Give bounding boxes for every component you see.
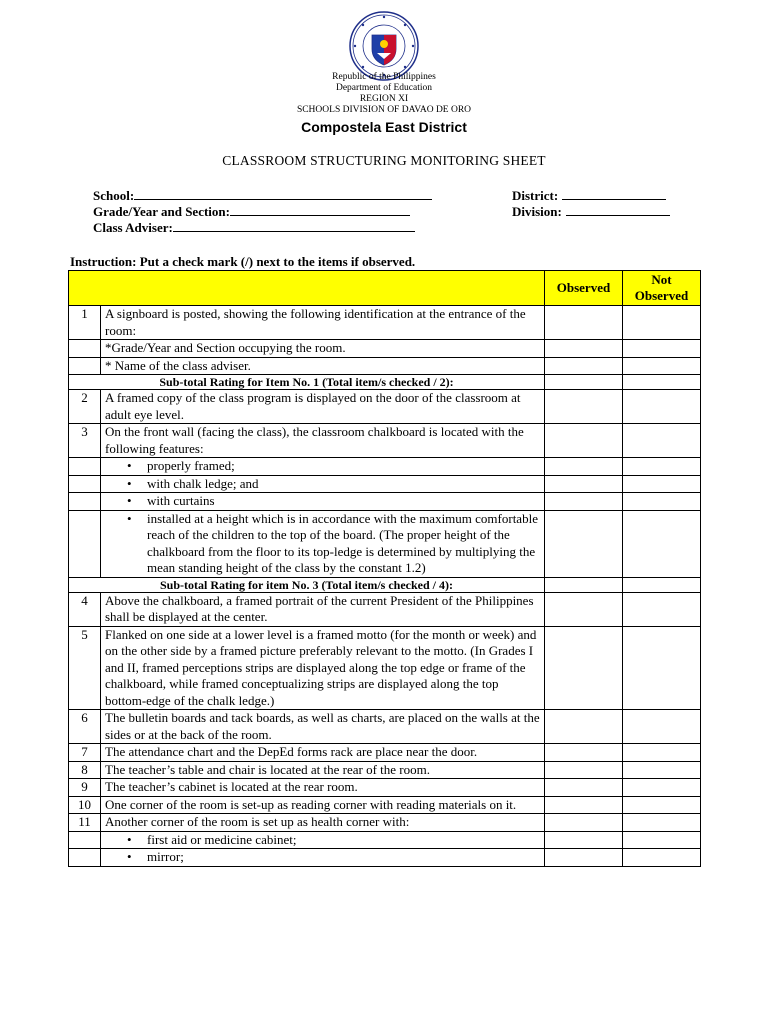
subtotal-label: Sub-total Rating for Item No. 1 (Total item/s checked / 2): [69, 375, 545, 390]
subtotal-row [69, 577, 701, 592]
header-region: REGION XI [359, 94, 409, 104]
table-row [69, 626, 701, 710]
division-label: Division: [512, 204, 562, 219]
item-number [69, 849, 101, 867]
item-number: 5 [69, 626, 101, 710]
observed-check-cell[interactable] [545, 849, 623, 867]
observed-check-cell[interactable] [545, 390, 623, 424]
not-observed-check-cell[interactable] [623, 493, 701, 511]
item-text: The teacher’s cabinet is located at the rear room. [101, 779, 545, 797]
table-row [69, 493, 701, 511]
item-number: 4 [69, 592, 101, 626]
table-row [69, 849, 701, 867]
not-observed-check-cell[interactable] [623, 577, 701, 592]
item-text: Flanked on one side at a lower level is a framed motto (for the month or week) and on the other side by a framed picture preferably relevant to the motto. (In Grades I and II, framed perceptions strips are displayed along the top edge or frame of the chalkboard, while framed conceptualizing strips are displayed along the top bottom-edge of the chalk ledge.) [101, 626, 545, 710]
table-row [69, 510, 701, 577]
item-text: One corner of the room is set-up as reading corner with reading materials on it. [101, 796, 545, 814]
observed-check-cell[interactable] [545, 626, 623, 710]
observed-check-cell[interactable] [545, 710, 623, 744]
not-observed-check-cell[interactable] [623, 306, 701, 340]
observed-check-cell[interactable] [545, 796, 623, 814]
bullet-item [101, 831, 545, 849]
observed-check-cell[interactable] [545, 831, 623, 849]
subtotal-row [69, 375, 701, 390]
observed-check-cell[interactable] [545, 375, 623, 390]
division-blank[interactable] [566, 204, 670, 216]
item-text: The teacher’s table and chair is located at the rear of the room. [101, 761, 545, 779]
bullet-item [101, 849, 545, 867]
not-observed-check-cell[interactable] [623, 744, 701, 762]
division-field [512, 204, 670, 220]
item-text: Above the chalkboard, a framed portrait of the current President of the Philippines shall be displayed at the center. [101, 592, 545, 626]
item-text: The attendance chart and the DepEd forms rack are place near the door. [101, 744, 545, 762]
bullet-text: properly framed; [147, 458, 235, 473]
item-number: 8 [69, 761, 101, 779]
header-department: Department of Education [335, 83, 433, 93]
observed-check-cell[interactable] [545, 475, 623, 493]
column-not-observed: Not Observed [623, 271, 701, 306]
school-field [93, 188, 432, 204]
header-district: Compostela East District [301, 119, 467, 135]
sub-item-text: *Grade/Year and Section occupying the room. [101, 340, 545, 358]
observed-check-cell[interactable] [545, 493, 623, 511]
grade-label: Grade/Year and Section: [93, 204, 230, 219]
item-number: 11 [69, 814, 101, 832]
adviser-field [93, 220, 415, 236]
item-text: Another corner of the room is set up as health corner with: [101, 814, 545, 832]
table-row [69, 710, 701, 744]
not-observed-check-cell[interactable] [623, 458, 701, 476]
item-text: The bulletin boards and tack boards, as well as charts, are placed on the walls at the sides or at the back of the room. [101, 710, 545, 744]
not-observed-check-cell[interactable] [623, 592, 701, 626]
item-number: 9 [69, 779, 101, 797]
item-number [69, 458, 101, 476]
item-text: On the front wall (facing the class), the classroom chalkboard is located with the following features: [101, 424, 545, 458]
observed-check-cell[interactable] [545, 779, 623, 797]
bullet-icon: • [127, 831, 132, 847]
bullet-text: first aid or medicine cabinet; [147, 831, 297, 847]
school-blank[interactable] [134, 188, 432, 200]
not-observed-check-cell[interactable] [623, 761, 701, 779]
bullet-item [101, 510, 545, 577]
item-number [69, 831, 101, 849]
bullet-icon: • [127, 458, 132, 473]
table-row [69, 779, 701, 797]
item-number [69, 475, 101, 493]
not-observed-check-cell[interactable] [623, 849, 701, 867]
table-row [69, 761, 701, 779]
not-observed-check-cell[interactable] [623, 390, 701, 424]
table-row [69, 306, 701, 340]
not-observed-check-cell[interactable] [623, 831, 701, 849]
item-number [69, 340, 101, 358]
observed-check-cell[interactable] [545, 458, 623, 476]
observed-check-cell[interactable] [545, 761, 623, 779]
bullet-text: installed at a height which is in accordance with the maximum comfortable reach of the children to the top of the board. (The proper height of the chalkboard from the floor to its top-ledge is determined by multiplying the mean standing height of the class by the constant 1.2) [147, 510, 538, 575]
observed-check-cell[interactable] [545, 577, 623, 592]
bullet-item [101, 475, 545, 493]
table-row [69, 475, 701, 493]
district-label: District: [512, 188, 559, 203]
bullet-icon: • [127, 475, 132, 491]
table-row [69, 340, 701, 358]
item-number [69, 493, 101, 511]
not-observed-check-cell[interactable] [623, 779, 701, 797]
observed-check-cell[interactable] [545, 744, 623, 762]
table-header-row [69, 271, 701, 306]
table-row [69, 831, 701, 849]
table-row [69, 744, 701, 762]
header-blank-cell [69, 271, 545, 306]
monitoring-table [68, 270, 701, 867]
school-label: School: [93, 188, 135, 203]
observed-check-cell[interactable] [545, 340, 623, 358]
sub-item-text: * Name of the class adviser. [101, 357, 545, 375]
column-observed: Observed [545, 271, 623, 306]
not-observed-check-cell[interactable] [623, 510, 701, 577]
item-text: A signboard is posted, showing the following identification at the entrance of the room: [101, 306, 545, 340]
observed-check-cell[interactable] [545, 357, 623, 375]
table-row [69, 424, 701, 458]
observed-check-cell[interactable] [545, 510, 623, 577]
table-row [69, 814, 701, 832]
table-row [69, 796, 701, 814]
not-observed-check-cell[interactable] [623, 814, 701, 832]
item-number: 7 [69, 744, 101, 762]
adviser-blank[interactable] [173, 220, 415, 232]
observed-check-cell[interactable] [545, 306, 623, 340]
not-observed-check-cell[interactable] [623, 424, 701, 458]
bullet-icon: • [127, 849, 132, 864]
not-observed-check-cell[interactable] [623, 710, 701, 744]
header-division: SCHOOLS DIVISION OF DAVAO DE ORO [296, 105, 472, 115]
grade-blank[interactable] [230, 204, 410, 216]
bullet-item [101, 458, 545, 476]
instruction-text: Instruction: Put a check mark (/) next to the items if observed. [70, 254, 416, 269]
item-number [69, 510, 101, 577]
item-text: A framed copy of the class program is displayed on the door of the classroom at adult eye level. [101, 390, 545, 424]
table-row [69, 592, 701, 626]
item-number [69, 357, 101, 375]
not-observed-check-cell[interactable] [623, 375, 701, 390]
bullet-icon: • [127, 493, 132, 508]
observed-check-cell[interactable] [545, 814, 623, 832]
not-observed-check-cell[interactable] [623, 357, 701, 375]
grade-field [93, 204, 410, 220]
observed-check-cell[interactable] [545, 424, 623, 458]
bullet-icon: • [127, 510, 132, 526]
bullet-text: with chalk ledge; and [147, 475, 259, 491]
table-row [69, 458, 701, 476]
adviser-label: Class Adviser: [93, 220, 173, 235]
bullet-item [101, 493, 545, 511]
item-number: 1 [69, 306, 101, 340]
table-row [69, 390, 701, 424]
district-field [512, 188, 666, 204]
table-row [69, 357, 701, 375]
not-observed-check-cell[interactable] [623, 475, 701, 493]
item-number: 2 [69, 390, 101, 424]
subtotal-label: Sub-total Rating for item No. 3 (Total item/s checked / 4): [69, 577, 545, 592]
not-observed-check-cell[interactable] [623, 626, 701, 710]
deped-seal-logo [349, 11, 419, 81]
bullet-text: mirror; [147, 849, 184, 864]
not-observed-check-cell[interactable] [623, 340, 701, 358]
header-country: Republic of the Philippines [332, 72, 436, 82]
document-title: CLASSROOM STRUCTURING MONITORING SHEET [222, 153, 546, 168]
observed-check-cell[interactable] [545, 592, 623, 626]
item-number: 10 [69, 796, 101, 814]
item-number: 6 [69, 710, 101, 744]
bullet-text: with curtains [147, 493, 215, 508]
item-number: 3 [69, 424, 101, 458]
district-blank[interactable] [562, 188, 666, 200]
not-observed-check-cell[interactable] [623, 796, 701, 814]
